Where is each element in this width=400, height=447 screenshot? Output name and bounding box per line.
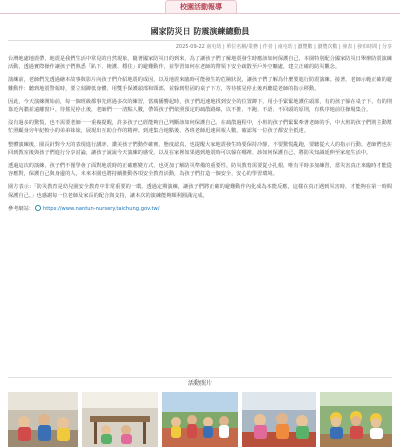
section-tab[interactable]: 校園活動報導 xyxy=(165,0,237,13)
article-title: 國家防災日 防震演練總動員 xyxy=(150,27,250,36)
article-paragraph: 因此，今天演練開始前，每一個班級都事先經過多次的練習，當廣播響起時，孩子們迅速地找到安全的位置蹲下，用小手緊緊地護住頭部，有的孩子躲在桌子下，有的則靠近內牆並遠離窗戶。待搖晃停止後，老師們一一清點人數，帶領孩子們依照預定的疏散路線，以不推、不跑、不語、不回頭的原則，有秩序地前往操場集合。 xyxy=(8,98,392,114)
photo-gallery xyxy=(0,392,400,447)
photo-4[interactable] xyxy=(242,392,316,447)
article-meta: 2025-09-22 南屯幼 | 單位名稱/業務 | 作者 | 南屯幼 | 瀏覽數 | 瀏覽次數 | 發表 | 發布時間 | 分享 xyxy=(175,44,392,50)
globe-icon xyxy=(35,205,41,211)
photo-2[interactable] xyxy=(82,392,158,447)
photo-section-title: 活動照片 xyxy=(187,380,212,387)
title-divider xyxy=(8,40,392,41)
article-paragraph: 透過這次的演練，孩子們不僅學會了面對地震時的正確應變方式，也更加了解防災準備的重要性。防災教育需要從小扎根，唯有平時多加練習，當災害真正來臨時才能從容應對，保護自己與身邊的人。未來本園也將持續推動各項安全教育活動，為孩子們打造一個安全、安心的學習環境。 xyxy=(8,163,392,178)
article-body xyxy=(8,55,392,213)
photo-1[interactable] xyxy=(8,392,78,447)
reference-line xyxy=(8,205,392,213)
photo-divider xyxy=(8,377,392,378)
article-paragraph: 園方表示：「防災教育是幼兒園安全教育中非常重要的一環。透過定期演練，讓孩子們將正確的避難動作內化成為本能反應，這樣在真正遇到災害時，才能夠在第一時間保護自己。」也感謝每一位老師及家長的配合與支持，讓本次的演練能夠順利圓滿完成。 xyxy=(8,184,392,199)
article-paragraph: 整體演練後，園長針對今天的表現進行講評，讚美孩子們動作確實、態度認真，也提醒大家地震發生時要保持冷靜，不要驚慌亂跑，要聽從大人的指示行動。老師們也在回到教室後與孩子們進行分享討論，讓孩子說說今天演練的感受，以及在家裡如果遇到地震時可以躲在哪裡、該如何保護自己，將防災知識延伸至家庭生活中。 xyxy=(8,141,392,156)
article-paragraph: 沒有過多的驚慌，也不需要老師一一重複提醒，許多孩子已經能夠自己判斷該如何保護自己。在疏散過程中，小班的孩子們緊緊牽著老師的手，中大班的孩子們則主動幫忙照顧身旁年紀較小的弟弟妹妹，展現出互助合作的精神。到達集合地點後，各班老師迅速回報人數，確認每一位孩子都安全抵達。 xyxy=(8,120,392,135)
section-tab-bar xyxy=(0,0,400,14)
photo-5[interactable] xyxy=(320,392,392,447)
reference-link[interactable]: https://www.nantun-nursery.taichung.gov.tw/ xyxy=(42,205,160,212)
photo-3[interactable] xyxy=(162,392,238,447)
reference-label: 參考網站： xyxy=(8,205,34,212)
article-paragraph: 演練前，老師們先透過繪本故事與影片向孩子們介紹地震的成因，以及地震來臨時可能發生的危險狀況，讓孩子們了解為什麼要進行防震演練。接著，老師示範正確的避難動作：聽到地震警報時，要立刻蹲低身體、用雙手保護頭部和頸部，並躲到堅固的桌子下方，等待搖晃停止後再聽從老師的指示移動。 xyxy=(8,77,392,92)
article-paragraph: 台灣地處地震帶，地震是我們生活中常見的自然現象。隨著國家防災日的到來，為了讓孩子們了解地震發生時應該如何保護自己，本園特別配合國家防災日舉辦防震演練活動，透過實際操作讓孩子們熟悉「趴下、掩護、穩住」的避難動作，並學習如何在老師的帶領下安全疏散至戶外空曠處，建立正確的防災觀念。 xyxy=(8,56,392,71)
